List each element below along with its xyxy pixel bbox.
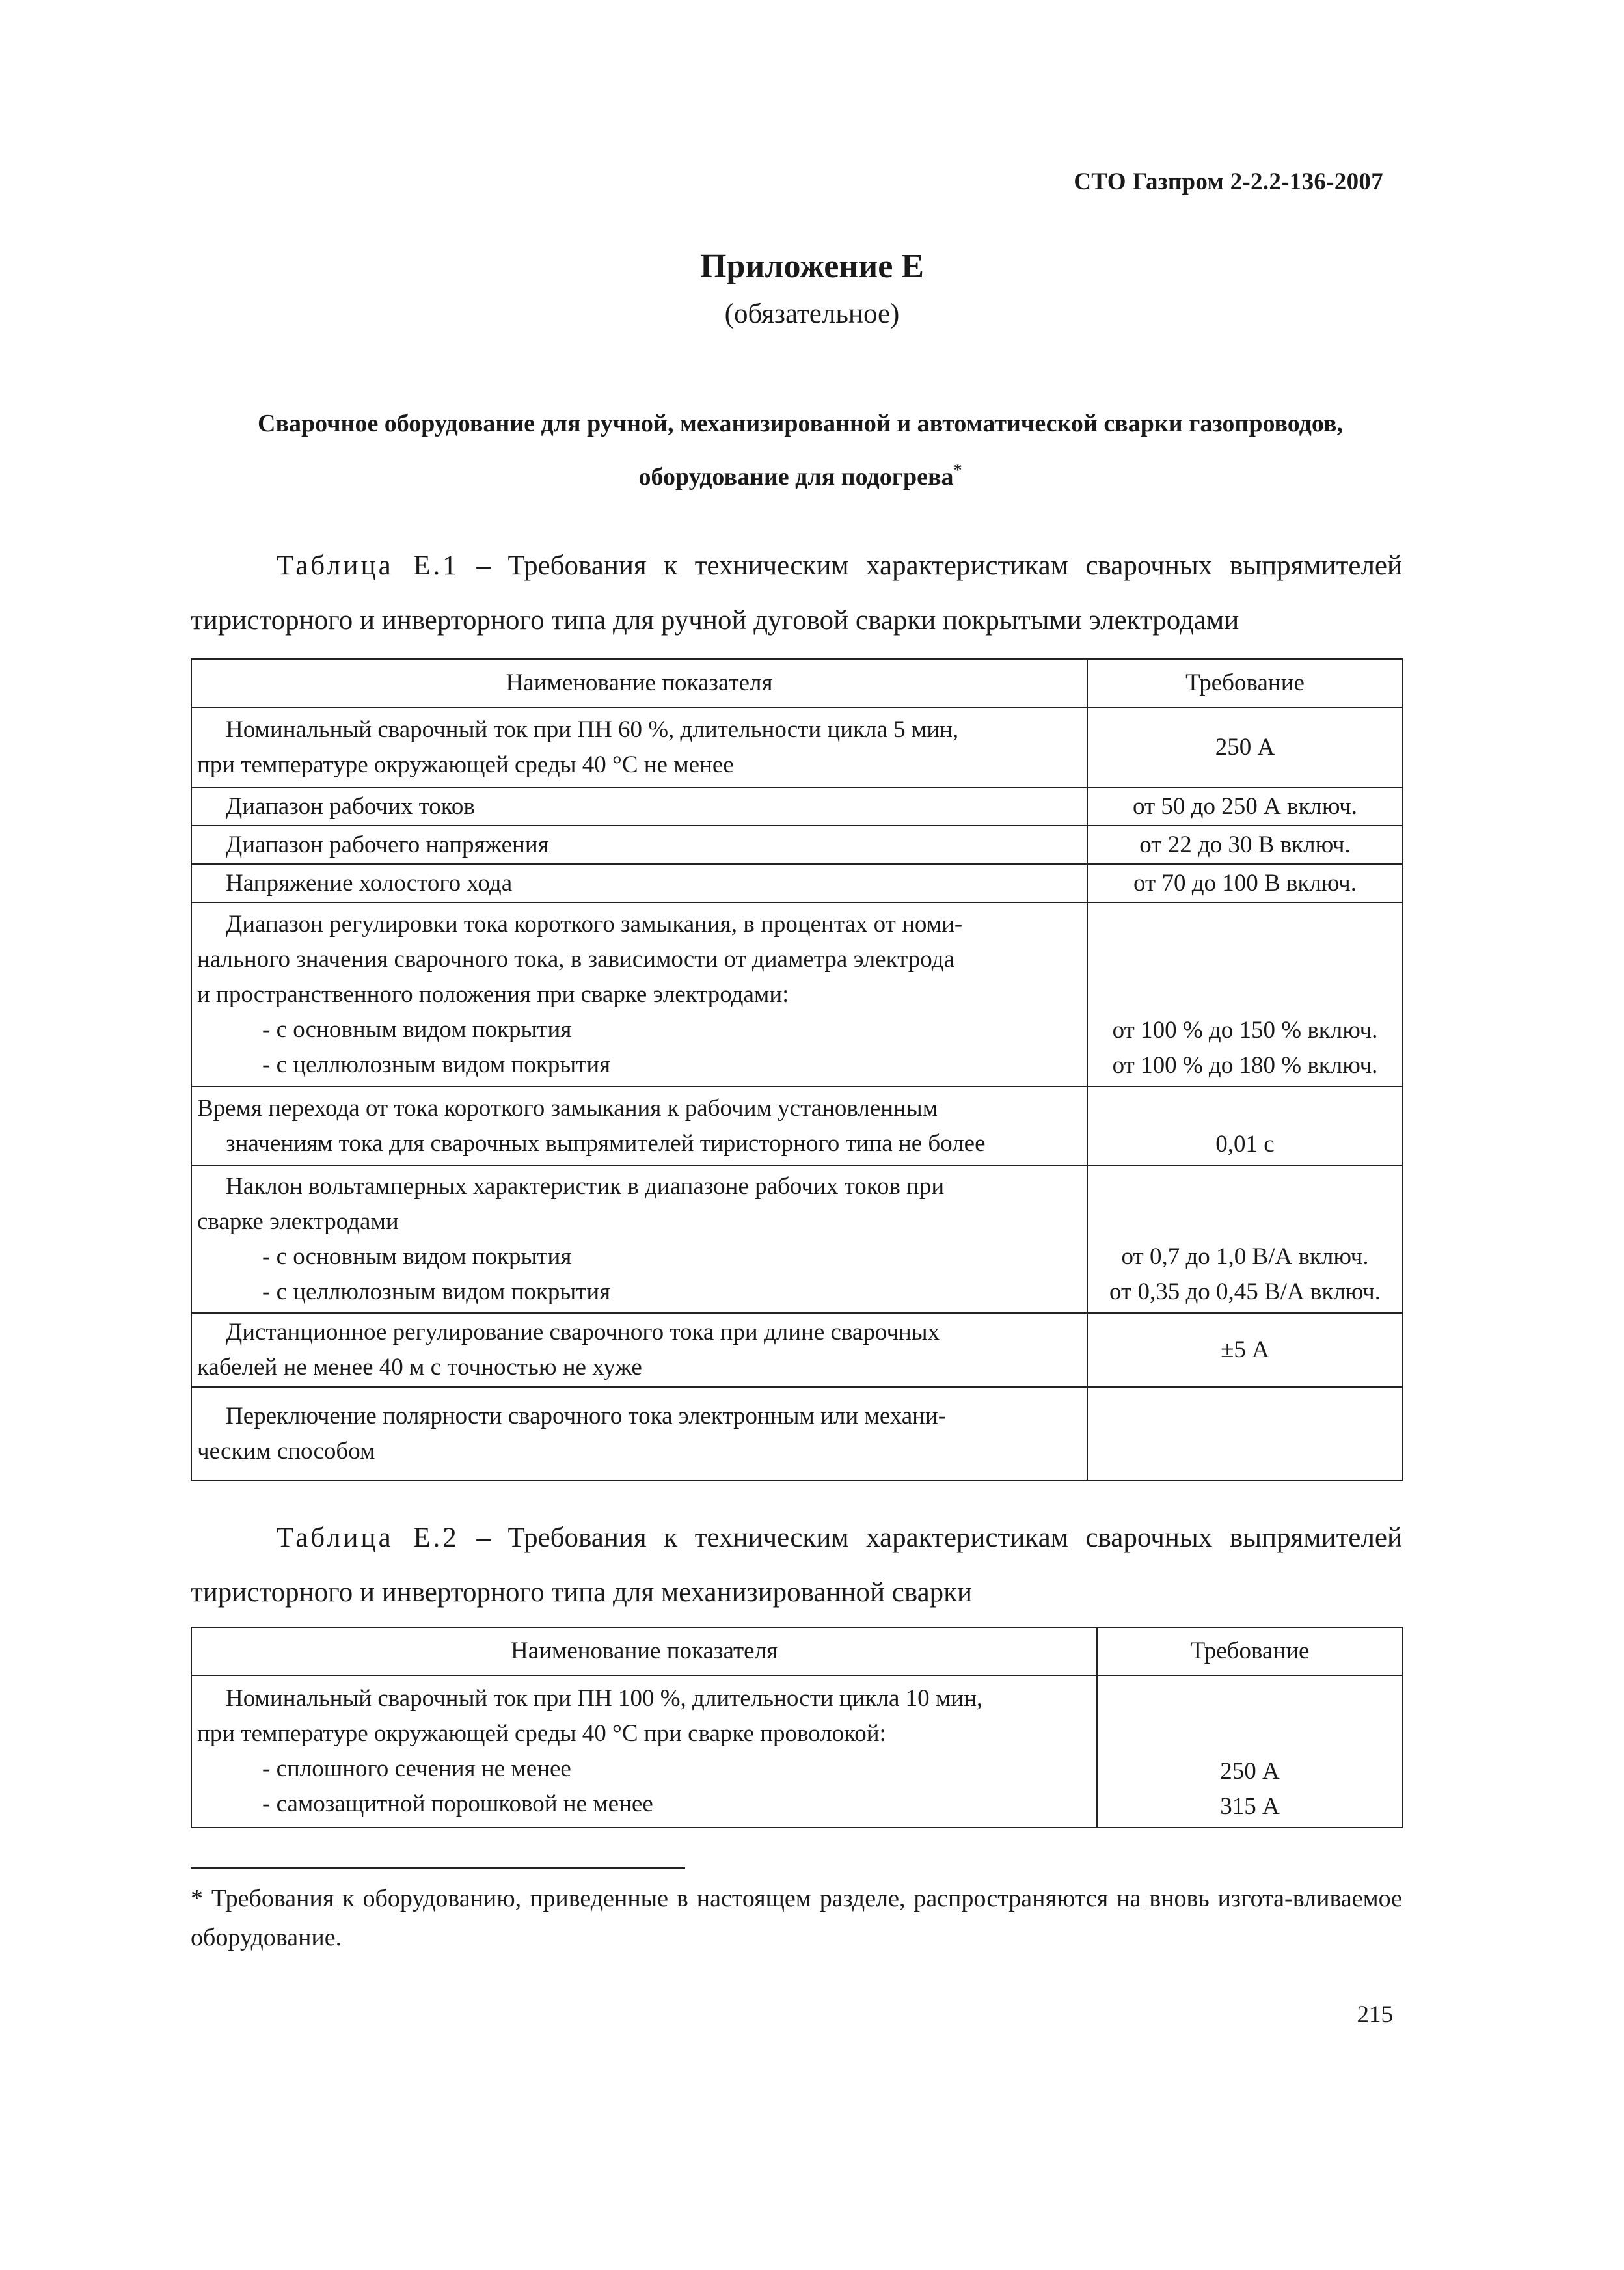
table-row: [191, 707, 1403, 787]
table2-header-row: [191, 1627, 1403, 1675]
page-number: 215: [1357, 2001, 1393, 2028]
row-sub-item: - с целлюлозным видом покрытия: [262, 1051, 611, 1078]
table-row: [191, 787, 1403, 826]
row-name-line: кабелей не менее 40 м с точностью не хуже: [197, 1354, 642, 1381]
row-name-line: при температуре окружающей среды 40 °С не менее: [197, 751, 734, 778]
row-value-line: от 0,7 до 1,0 В/А включ.: [1121, 1243, 1369, 1270]
row-value-line: 250 А: [1220, 1758, 1280, 1785]
row-value-line: 315 А: [1220, 1793, 1280, 1820]
row-name-line: ческим способом: [197, 1437, 375, 1465]
section-title: [189, 397, 1412, 504]
table-row: [191, 826, 1403, 864]
row-value: от 70 до 100 В включ.: [1087, 864, 1403, 902]
row-name-line: Номинальный сварочный ток при ПН 60 %, длительности цикла 5 мин,: [226, 716, 959, 743]
row-sub-item: - с основным видом покрытия: [262, 1243, 572, 1270]
row-name: [191, 1387, 1087, 1480]
row-name-line: Дистанционное регулирование сварочного тока при длине сварочных: [226, 1319, 940, 1345]
section-title-line-1: Сварочное оборудование для ручной, механизированной и автоматической сварки газопроводов,: [258, 410, 1343, 437]
table-row: [191, 1675, 1403, 1828]
row-name-line: Переключение полярности сварочного тока электронным или механи-: [226, 1402, 947, 1429]
table1-header-requirement: Требование: [1087, 659, 1403, 707]
row-value: от 50 до 250 А включ.: [1087, 787, 1403, 826]
row-name-line: сварке электродами: [197, 1208, 399, 1235]
footnote-divider: [191, 1867, 685, 1869]
table1-caption-text-1: – Требования к техническим характеристикам сварочных выпрямителей: [459, 550, 1403, 581]
row-value: [1087, 1387, 1403, 1480]
row-sub-item: - с целлюлозным видом покрытия: [262, 1278, 611, 1305]
table2: [191, 1627, 1403, 1828]
table1-header-name: Наименование показателя: [191, 659, 1087, 707]
row-name: [191, 1313, 1087, 1387]
table1-caption: [191, 539, 1402, 648]
table-row: [191, 1087, 1403, 1165]
row-name-line: нального значения сварочного тока, в зависимости от диаметра электрода: [197, 945, 954, 973]
row-value-line: от 100 % до 180 % включ.: [1112, 1052, 1378, 1079]
row-name: [191, 707, 1087, 787]
table2-caption-line-1: [191, 1511, 1402, 1565]
footnote-marker: *: [953, 461, 962, 480]
section-title-text-2: оборудование для подогрева: [638, 463, 954, 491]
table2-header-name: Наименование показателя: [191, 1627, 1097, 1675]
table2-caption-label: Таблица Е.2: [277, 1522, 459, 1553]
table1-caption-line-2: тиристорного и инверторного типа для ручной дуговой сварки покрытыми электродами: [191, 605, 1239, 636]
row-value: [1097, 1675, 1403, 1828]
table-row: [191, 902, 1403, 1087]
table-row: [191, 864, 1403, 902]
row-name-line: значениям тока для сварочных выпрямителей тиристорного типа не более: [226, 1129, 986, 1157]
row-name: [191, 1087, 1087, 1165]
appendix-title: Приложение Е: [700, 248, 924, 285]
table1-caption-line-1: [191, 539, 1402, 593]
row-name: Напряжение холостого хода: [191, 864, 1087, 902]
appendix-subtitle: (обязательное): [724, 299, 900, 329]
table2-caption-line-2: тиристорного и инверторного типа для механизированной сварки: [191, 1577, 973, 1608]
row-name: Диапазон рабочих токов: [191, 787, 1087, 826]
document-code: СТО Газпром 2-2.2-136-2007: [1074, 169, 1383, 195]
row-name: Диапазон рабочего напряжения: [191, 826, 1087, 864]
row-name-line: Время перехода от тока короткого замыкания к рабочим установленным: [197, 1094, 938, 1122]
row-value: ±5 А: [1087, 1313, 1403, 1387]
row-name-line: при температуре окружающей среды 40 °С при сварке проволокой:: [197, 1720, 886, 1747]
row-name: [191, 1675, 1097, 1828]
row-value: от 22 до 30 В включ.: [1087, 826, 1403, 864]
table-row: [191, 1387, 1403, 1480]
row-name-line: Диапазон регулировки тока короткого замыкания, в процентах от номи-: [226, 910, 963, 938]
table1-caption-label: Таблица Е.1: [277, 550, 459, 581]
table2-header-requirement: Требование: [1097, 1627, 1403, 1675]
row-name: [191, 902, 1087, 1087]
table1-header-row: [191, 659, 1403, 707]
row-name-line: Номинальный сварочный ток при ПН 100 %, длительности цикла 10 мин,: [226, 1685, 983, 1712]
table-row: [191, 1313, 1403, 1387]
row-name-line: и пространственного положения при сварке электродами:: [197, 980, 789, 1008]
row-value: [1087, 1165, 1403, 1313]
table1: [191, 658, 1403, 1481]
section-title-line-2: [189, 450, 1412, 504]
row-sub-item: - самозащитной порошковой не менее: [262, 1790, 653, 1817]
table2-caption-text-1: – Требования к техническим характеристикам сварочных выпрямителей: [459, 1522, 1403, 1553]
row-sub-item: - с основным видом покрытия: [262, 1016, 572, 1043]
row-value-line: от 100 % до 150 % включ.: [1112, 1017, 1378, 1044]
row-name-line: Наклон вольтамперных характеристик в диапазоне рабочих токов при: [226, 1172, 945, 1200]
row-sub-item: - сплошного сечения не менее: [262, 1755, 571, 1782]
row-value-line: от 0,35 до 0,45 В/А включ.: [1109, 1278, 1381, 1305]
row-name: [191, 1165, 1087, 1313]
row-value: [1087, 902, 1403, 1087]
row-value: 250 А: [1087, 707, 1403, 787]
table2-caption: [191, 1511, 1402, 1620]
row-value: 0,01 с: [1087, 1087, 1403, 1165]
table-row: [191, 1165, 1403, 1313]
footnote: * Требования к оборудованию, приведенные в настоящем разделе, распространяются на вновь изгота-вливаемое оборудование.: [191, 1885, 1402, 1951]
